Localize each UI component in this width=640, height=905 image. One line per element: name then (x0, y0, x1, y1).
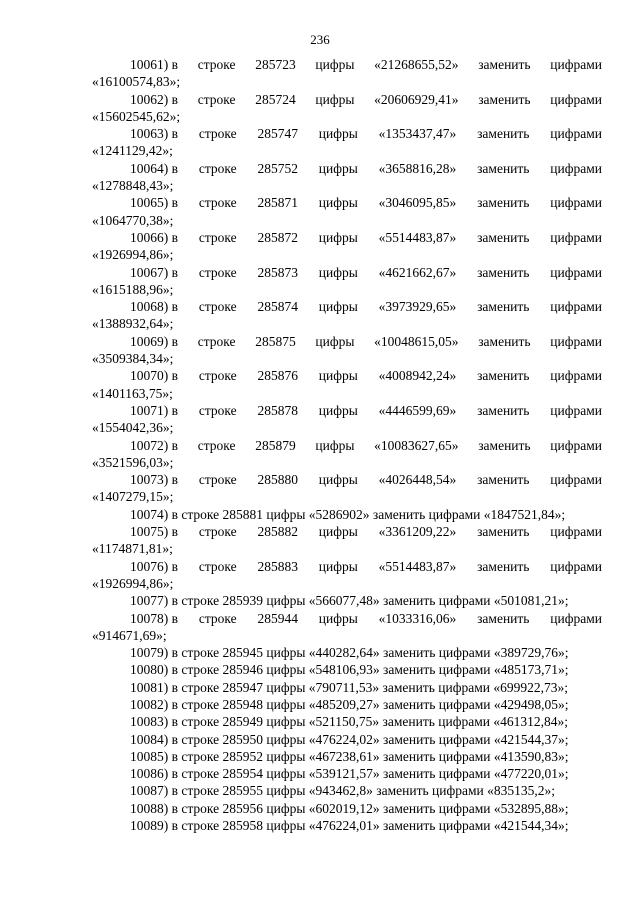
amendment-item (92, 558, 602, 593)
amendment-row: 285724 (255, 91, 296, 107)
amendment-line: 10083) в строке 285949 цифры «521150,75» заменить цифрами «461312,84»; (130, 714, 568, 730)
amendment-cifry: цифры (318, 402, 358, 418)
amendment-row: 285723 (255, 57, 296, 72)
amendment-zamenit: заменить (477, 195, 530, 211)
amendment-num: 10075) в (130, 524, 178, 540)
amendment-zamenit: заменить (477, 610, 530, 626)
amendment-row: 285883 (257, 558, 298, 574)
amendment-row: 285871 (257, 195, 298, 211)
amendment-ciframi: цифрами (550, 57, 602, 72)
amendment-line: 10088) в строке 285956 цифры «602019,12» заменить цифрами «532895,88»; (130, 800, 569, 816)
amendment-old: «1033316,06» (378, 610, 457, 626)
amendment-item (92, 523, 602, 558)
amendment-line: 10087) в строке 285955 цифры «943462,8» заменить цифрами «835135,2»; (130, 783, 555, 799)
amendment-old: «5514483,87» (378, 558, 457, 574)
amendment-stroke: строке (198, 610, 237, 626)
amendment-old: «20606929,41» (374, 91, 459, 107)
amendment-item (92, 264, 602, 299)
amendment-num: 10063) в (130, 126, 178, 142)
amendment-zamenit: заменить (477, 402, 530, 418)
amendment-ciframi: цифрами (550, 160, 602, 176)
amendment-num: 10067) в (130, 264, 178, 280)
amendment-line (92, 558, 602, 575)
amendment-new-value: «1615188,96»; (92, 281, 174, 297)
page-number: 236 (310, 32, 330, 47)
amendment-line (92, 229, 602, 246)
amendment-num: 10070) в (130, 368, 178, 384)
amendment-row: 285880 (257, 472, 298, 488)
amendment-line (92, 523, 602, 540)
amendment-stroke: строке (197, 333, 236, 349)
amendment-line: 10077) в строке 285939 цифры «566077,48» заменить цифрами «501081,21»; (130, 593, 569, 609)
amendment-line (92, 125, 602, 142)
amendment-line: 10080) в строке 285946 цифры «548106,93» заменить цифрами «485173,71»; (130, 662, 569, 678)
amendment-zamenit: заменить (478, 57, 531, 72)
amendment-new-value: «1241129,42»; (92, 143, 173, 159)
amendment-stroke: строке (198, 299, 237, 315)
amendment-old: «10083627,65» (374, 437, 459, 453)
amendment-new-value: «914671,69»; (92, 627, 167, 643)
amendment-item (92, 471, 602, 506)
amendment-ciframi: цифрами (550, 472, 602, 488)
amendment-new-value: «3509384,34»; (92, 351, 174, 367)
amendment-num: 10073) в (130, 472, 178, 488)
amendment-cifry: цифры (315, 333, 355, 349)
amendment-zamenit: заменить (477, 160, 530, 176)
amendment-row: 285878 (257, 402, 298, 418)
amendments-list (92, 56, 602, 834)
amendment-stroke: строке (198, 126, 237, 142)
amendment-zamenit: заменить (478, 333, 531, 349)
amendment-line (92, 610, 602, 627)
amendment-stroke: строке (198, 264, 237, 280)
amendment-item (92, 125, 602, 160)
amendment-cifry: цифры (318, 264, 358, 280)
amendment-new-value: «16100574,83»; (92, 74, 181, 90)
amendment-item (92, 229, 602, 264)
amendment-line (92, 367, 602, 384)
amendment-cifry: цифры (315, 437, 355, 453)
amendment-cifry: цифры (318, 524, 358, 540)
amendment-line (92, 194, 602, 211)
amendment-line (92, 160, 602, 177)
amendment-new-value: «1388932,64»; (92, 316, 174, 332)
amendment-old: «3658816,28» (378, 160, 457, 176)
amendment-cifry: цифры (315, 91, 355, 107)
amendment-row: 285879 (255, 437, 296, 453)
amendment-line: 10074) в строке 285881 цифры «5286902» заменить цифрами «1847521,84»; (130, 506, 566, 522)
amendment-zamenit: заменить (478, 437, 531, 453)
amendment-line (92, 264, 602, 281)
amendment-cifry: цифры (318, 368, 358, 384)
amendment-ciframi: цифрами (550, 437, 602, 453)
amendment-line (92, 56, 602, 73)
amendment-zamenit: заменить (477, 126, 530, 142)
amendment-item (92, 91, 602, 126)
amendment-row: 285747 (257, 126, 298, 142)
amendment-zamenit: заменить (477, 368, 530, 384)
amendment-item (92, 367, 602, 402)
amendment-old: «4621662,67» (378, 264, 457, 280)
amendment-old: «10048615,05» (374, 333, 459, 349)
amendment-row: 285752 (257, 160, 298, 176)
amendment-zamenit: заменить (478, 91, 531, 107)
amendment-row: 285882 (257, 524, 298, 540)
amendment-zamenit: заменить (477, 229, 530, 245)
amendment-line: 10086) в строке 285954 цифры «539121,57» заменить цифрами «477220,01»; (130, 766, 569, 782)
amendment-stroke: строке (198, 402, 237, 418)
amendment-zamenit: заменить (477, 264, 530, 280)
amendment-new-value: «3521596,03»; (92, 454, 174, 470)
amendment-line: 10089) в строке 285958 цифры «476224,01» заменить цифрами «421544,34»; (130, 818, 569, 834)
amendment-new-value: «1064770,38»; (92, 212, 174, 228)
amendment-line (92, 402, 602, 419)
amendment-num: 10064) в (130, 160, 178, 176)
amendment-item (92, 610, 602, 645)
amendment-ciframi: цифрами (550, 195, 602, 211)
amendment-ciframi: цифрами (550, 610, 602, 626)
amendment-new-value: «1926994,86»; (92, 247, 174, 263)
amendment-num: 10072) в (130, 437, 178, 453)
amendment-ciframi: цифрами (550, 299, 602, 315)
amendment-cifry: цифры (318, 126, 358, 142)
amendment-zamenit: заменить (477, 524, 530, 540)
amendment-num: 10069) в (130, 333, 178, 349)
amendment-item (92, 437, 602, 472)
amendment-num: 10065) в (130, 195, 178, 211)
amendment-row: 285875 (255, 333, 296, 349)
amendment-new-value: «1278848,43»; (92, 178, 174, 194)
amendment-ciframi: цифрами (550, 333, 602, 349)
amendment-item (92, 160, 602, 195)
amendment-stroke: строке (198, 160, 237, 176)
amendment-stroke: строке (198, 229, 237, 245)
amendment-line (92, 471, 602, 488)
amendment-line (92, 91, 602, 108)
amendment-num: 10068) в (130, 299, 178, 315)
amendment-stroke: строке (198, 558, 237, 574)
amendment-stroke: строке (198, 195, 237, 211)
amendment-ciframi: цифрами (550, 368, 602, 384)
amendment-cifry: цифры (318, 299, 358, 315)
amendment-new-value: «1407279,15»; (92, 489, 174, 505)
amendment-old: «3361209,22» (378, 524, 457, 540)
amendment-new-value: «1926994,86»; (92, 575, 174, 591)
amendment-old: «1353437,47» (378, 126, 457, 142)
amendment-ciframi: цифрами (550, 229, 602, 245)
amendment-cifry: цифры (318, 472, 358, 488)
amendment-num: 10061) в (130, 57, 178, 72)
amendment-num: 10076) в (130, 558, 178, 574)
amendment-cifry: цифры (315, 57, 355, 72)
amendment-old: «3046095,85» (378, 195, 457, 211)
amendment-cifry: цифры (318, 558, 358, 574)
amendment-line: 10081) в строке 285947 цифры «790711,53» заменить цифрами «699922,73»; (130, 679, 568, 695)
amendment-row: 285874 (257, 299, 298, 315)
amendment-line: 10082) в строке 285948 цифры «485209,27» заменить цифрами «429498,05»; (130, 696, 569, 712)
amendment-row: 285872 (257, 229, 298, 245)
amendment-item (92, 56, 602, 91)
amendment-num: 10078) в (130, 610, 178, 626)
amendment-ciframi: цифрами (550, 126, 602, 142)
amendment-stroke: строке (198, 524, 237, 540)
amendment-stroke: строке (197, 91, 236, 107)
amendment-new-value: «1174871,81»; (92, 541, 173, 557)
amendment-stroke: строке (197, 57, 236, 72)
amendment-new-value: «15602545,62»; (92, 108, 181, 124)
amendment-ciframi: цифрами (550, 402, 602, 418)
amendment-item (92, 333, 602, 368)
amendment-ciframi: цифрами (550, 91, 602, 107)
amendment-new-value: «1401163,75»; (92, 385, 173, 401)
amendment-num: 10066) в (130, 229, 178, 245)
amendment-line: 10079) в строке 285945 цифры «440282,64» заменить цифрами «389729,76»; (130, 645, 569, 661)
amendment-item (92, 298, 602, 333)
amendment-line (92, 298, 602, 315)
amendment-num: 10062) в (130, 91, 178, 107)
amendment-line (92, 333, 602, 350)
amendment-zamenit: заменить (477, 558, 530, 574)
amendment-old: «4026448,54» (378, 472, 457, 488)
amendment-ciframi: цифрами (550, 524, 602, 540)
amendment-row: 285873 (257, 264, 298, 280)
amendment-num: 10071) в (130, 402, 178, 418)
amendment-zamenit: заменить (477, 472, 530, 488)
amendment-row: 285876 (257, 368, 298, 384)
amendment-new-value: «1554042,36»; (92, 420, 174, 436)
amendment-ciframi: цифрами (550, 264, 602, 280)
amendment-item (92, 402, 602, 437)
amendment-stroke: строке (198, 472, 237, 488)
amendment-old: «5514483,87» (378, 229, 457, 245)
amendment-old: «4446599,69» (378, 402, 457, 418)
amendment-old: «3973929,65» (378, 299, 457, 315)
amendment-zamenit: заменить (477, 299, 530, 315)
amendment-item (92, 194, 602, 229)
amendment-line: 10085) в строке 285952 цифры «467238,61» заменить цифрами «413590,83»; (130, 748, 569, 764)
amendment-cifry: цифры (318, 610, 358, 626)
amendment-cifry: цифры (318, 195, 358, 211)
amendment-cifry: цифры (318, 160, 358, 176)
amendment-stroke: строке (197, 437, 236, 453)
amendment-stroke: строке (198, 368, 237, 384)
amendment-old: «21268655,52» (374, 57, 459, 72)
amendment-row: 285944 (257, 610, 298, 626)
amendment-cifry: цифры (318, 229, 358, 245)
amendment-line (92, 437, 602, 454)
amendment-line: 10084) в строке 285950 цифры «476224,02» заменить цифрами «421544,37»; (130, 731, 569, 747)
amendment-old: «4008942,24» (378, 368, 457, 384)
amendment-ciframi: цифрами (550, 558, 602, 574)
